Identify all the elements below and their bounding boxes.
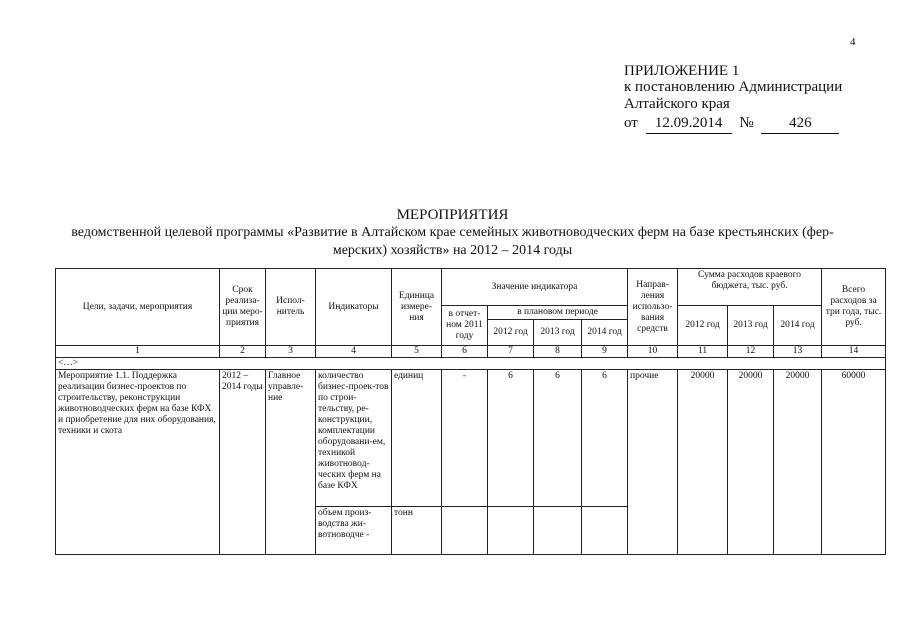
header-direction: Направ-ления использо-вания средств xyxy=(628,269,678,346)
col-number: 9 xyxy=(582,346,628,358)
header-indicator-value: Значение индикатора xyxy=(442,269,628,306)
col-number: 5 xyxy=(392,346,442,358)
appendix-region-line: Алтайского края xyxy=(624,96,730,112)
document-subtitle-line2: мерских) хозяйств» на 2012 – 2014 годы xyxy=(332,243,573,258)
col-number: 8 xyxy=(534,346,582,358)
header-reporting-year: в отчет-ном 2011 году xyxy=(442,306,488,346)
value-2011: - xyxy=(442,370,488,507)
sum-2014: 20000 xyxy=(774,370,822,555)
resolution-number: 426 xyxy=(761,114,839,134)
value-2012: 6 xyxy=(488,370,534,507)
appendix-title: ПРИЛОЖЕНИЕ 1 xyxy=(624,63,740,79)
col-number: 6 xyxy=(442,346,488,358)
value-2013: 6 xyxy=(534,370,582,507)
activities-table xyxy=(55,268,886,555)
col-number: 11 xyxy=(678,346,728,358)
sum-total: 60000 xyxy=(822,370,886,555)
number-label: № xyxy=(739,115,754,131)
header-sum-2013: 2013 год xyxy=(728,306,774,346)
header-year-2013: 2013 год xyxy=(534,320,582,346)
header-goals: Цели, задачи, мероприятия xyxy=(56,269,220,346)
funding-direction: прочие xyxy=(628,370,678,555)
appendix-date-number-line xyxy=(624,114,839,134)
header-indicators: Индикаторы xyxy=(316,269,392,346)
col-number: 7 xyxy=(488,346,534,358)
header-unit: Единица измере-ния xyxy=(392,269,442,346)
document-subtitle-line1: ведомственной целевой программы «Развитие в Алтайском крае семейных животноводческих ферм на базе крестьянских (фер- xyxy=(71,225,834,240)
header-budget-sum: Сумма расходов краевого бюджета, тыс. руб. xyxy=(678,269,822,306)
col-number: 1 xyxy=(56,346,220,358)
indicator-unit-tons: тонн xyxy=(392,507,442,555)
header-year-2014: 2014 год xyxy=(582,320,628,346)
value-2014: 6 xyxy=(582,370,628,507)
activity-executor: Главное управле-ние xyxy=(266,370,316,555)
indicator-production: объем произ-водства жи-вотноводче - xyxy=(316,507,392,555)
omitted-rows-marker: <…> xyxy=(56,358,886,370)
header-executor: Испол-нитель xyxy=(266,269,316,346)
col-number: 4 xyxy=(316,346,392,358)
header-year-2012: 2012 год xyxy=(488,320,534,346)
col-number: 13 xyxy=(774,346,822,358)
empty-cell xyxy=(534,507,582,555)
indicator-projects: количество бизнес-проек-тов по строи-тельству, ре-конструкции, комплектации оборудовани-ем, техникой животновод-ческих ферм на базе КФХ xyxy=(316,370,392,507)
sum-2012: 20000 xyxy=(678,370,728,555)
sum-2013: 20000 xyxy=(728,370,774,555)
page-number: 4 xyxy=(850,36,856,48)
col-number: 14 xyxy=(822,346,886,358)
header-term: Срок реализа-ции меро-приятия xyxy=(220,269,266,346)
appendix-resolution-line: к постановлению Администрации xyxy=(624,79,843,95)
header-sum-2012: 2012 год xyxy=(678,306,728,346)
empty-cell xyxy=(582,507,628,555)
activity-term: 2012 – 2014 годы xyxy=(220,370,266,555)
header-planned-period: в плановом периоде xyxy=(488,306,628,320)
col-number: 3 xyxy=(266,346,316,358)
activity-description: Мероприятие 1.1. Поддержка реализации бизнес-проектов по строительству, реконструкции животноводческих ферм на базе КФХ и приобретение для них оборудования, техники и скота xyxy=(56,370,220,555)
indicator-unit-projects: единиц xyxy=(392,370,442,507)
empty-cell xyxy=(442,507,488,555)
from-label: от xyxy=(624,115,638,131)
header-sum-2014: 2014 год xyxy=(774,306,822,346)
empty-cell xyxy=(488,507,534,555)
col-number: 12 xyxy=(728,346,774,358)
resolution-date: 12.09.2014 xyxy=(646,114,732,134)
header-total: Всего расходов за три года, тыс. руб. xyxy=(822,269,886,346)
document-title: МЕРОПРИЯТИЯ xyxy=(396,207,509,223)
col-number: 2 xyxy=(220,346,266,358)
col-number: 10 xyxy=(628,346,678,358)
